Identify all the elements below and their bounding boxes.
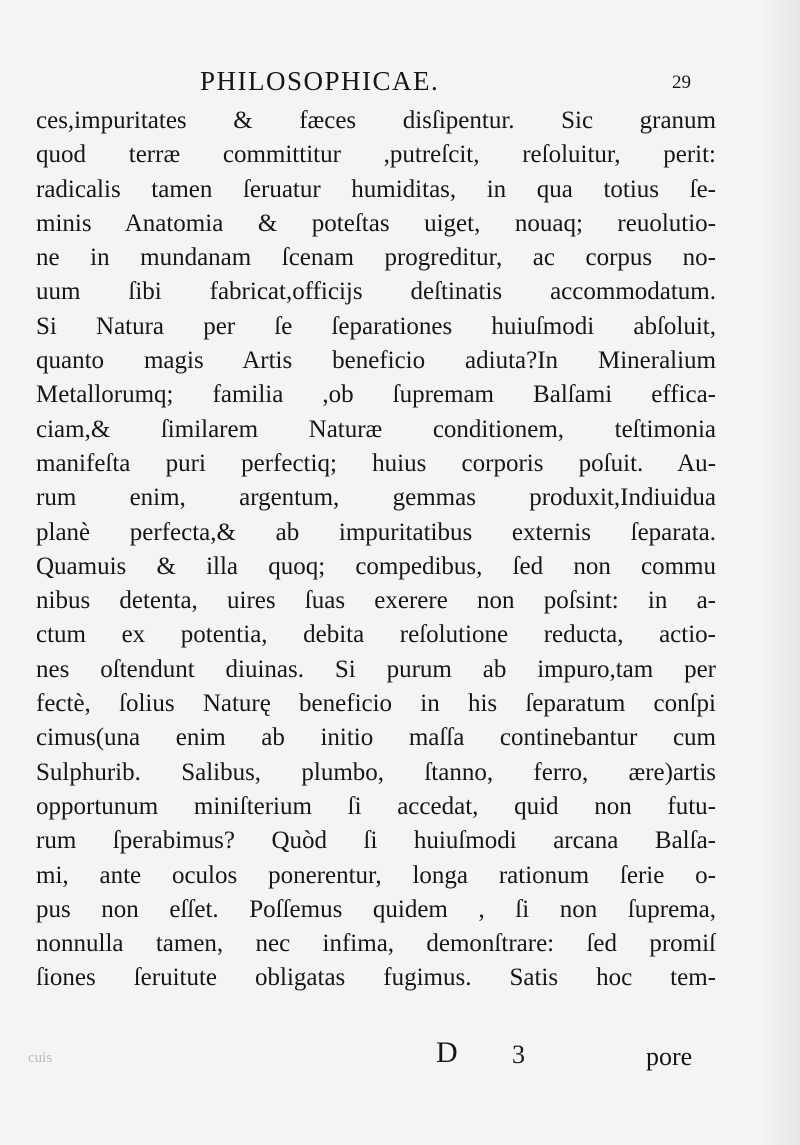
text-line: uum ſibi fabricat,officijs deſtinatis accommodatum.	[36, 278, 716, 306]
text-line: cimus(una enim ab initio maſſa continebantur cum	[36, 724, 716, 752]
running-head: PHILOSOPHICAE.	[200, 66, 440, 96]
text-line: minis Anatomia & poteſtas uiget, nouaq; reuolutio-	[36, 209, 716, 237]
page-edge-shading	[762, 0, 800, 1145]
text-line: ne in mundanam ſcenam progreditur, ac corpus no-	[36, 244, 716, 272]
text-line: quanto magis Artis beneficio adiuta?In Mineralium	[36, 347, 716, 375]
text-line: quod terræ committitur ,putreſcit, reſoluitur, perit:	[36, 141, 716, 169]
text-line: Quamuis & illa quoq; compedibus, ſed non commu	[36, 552, 716, 580]
text-line: planè perfecta,& ab impuritatibus externis ſeparata.	[36, 518, 716, 546]
catchword: pore	[646, 1042, 693, 1071]
text-line: manifeſta puri perfectiq; huius corporis poſuit. Au-	[36, 449, 716, 477]
text-line: nes oſtendunt diuinas. Si purum ab impuro,tam per	[36, 655, 716, 683]
text-line: fectè, ſolius Naturę beneficio in his ſeparatum conſpi	[36, 690, 716, 718]
text-line: radicalis tamen ſeruatur humiditas, in qua totius ſe-	[36, 175, 716, 203]
text-line: ces,impuritates & fæces disſipentur. Sic granum	[36, 107, 716, 134]
page-number: 29	[672, 72, 691, 93]
text-line: Si Natura per ſe ſeparationes huiuſmodi abſoluit,	[36, 312, 716, 340]
signature-mark: D	[436, 1036, 458, 1069]
body-text	[36, 104, 716, 996]
text-line: rum ſperabimus? Quòd ſi huiuſmodi arcana Balſa-	[36, 827, 716, 855]
text-line: Metallorumq; familia ,ob ſupremam Balſami effica-	[36, 381, 716, 409]
text-line: ctum ex potentia, debita reſolutione reducta, actio-	[36, 621, 716, 649]
text-line: mi, ante oculos ponerentur, longa rationum ſerie o-	[36, 861, 716, 889]
text-line: opportunum miniſterium ſi accedat, quid non futu-	[36, 792, 716, 820]
text-line: pus non eſſet. Poſſemus quidem , ſi non ſuprema,	[36, 895, 716, 923]
text-line: rum enim, argentum, gemmas produxit,Indiuidua	[36, 484, 716, 512]
text-line: ciam,& ſimilarem Naturæ conditionem, teſtimonia	[36, 415, 716, 443]
signature-number: 3	[512, 1040, 525, 1069]
text-line: nonnulla tamen, nec infima, demonſtrare: ſed promiſ	[36, 930, 716, 958]
text-line: ſiones ſeruitute obligatas fugimus. Satis hoc tem-	[36, 964, 716, 992]
text-line: Sulphurib. Salibus, plumbo, ſtanno, ferro, ære)artis	[36, 758, 716, 786]
show-through-text: cuis	[28, 1050, 53, 1066]
text-line: nibus detenta, uires ſuas exerere non poſsint: in a-	[36, 587, 716, 615]
